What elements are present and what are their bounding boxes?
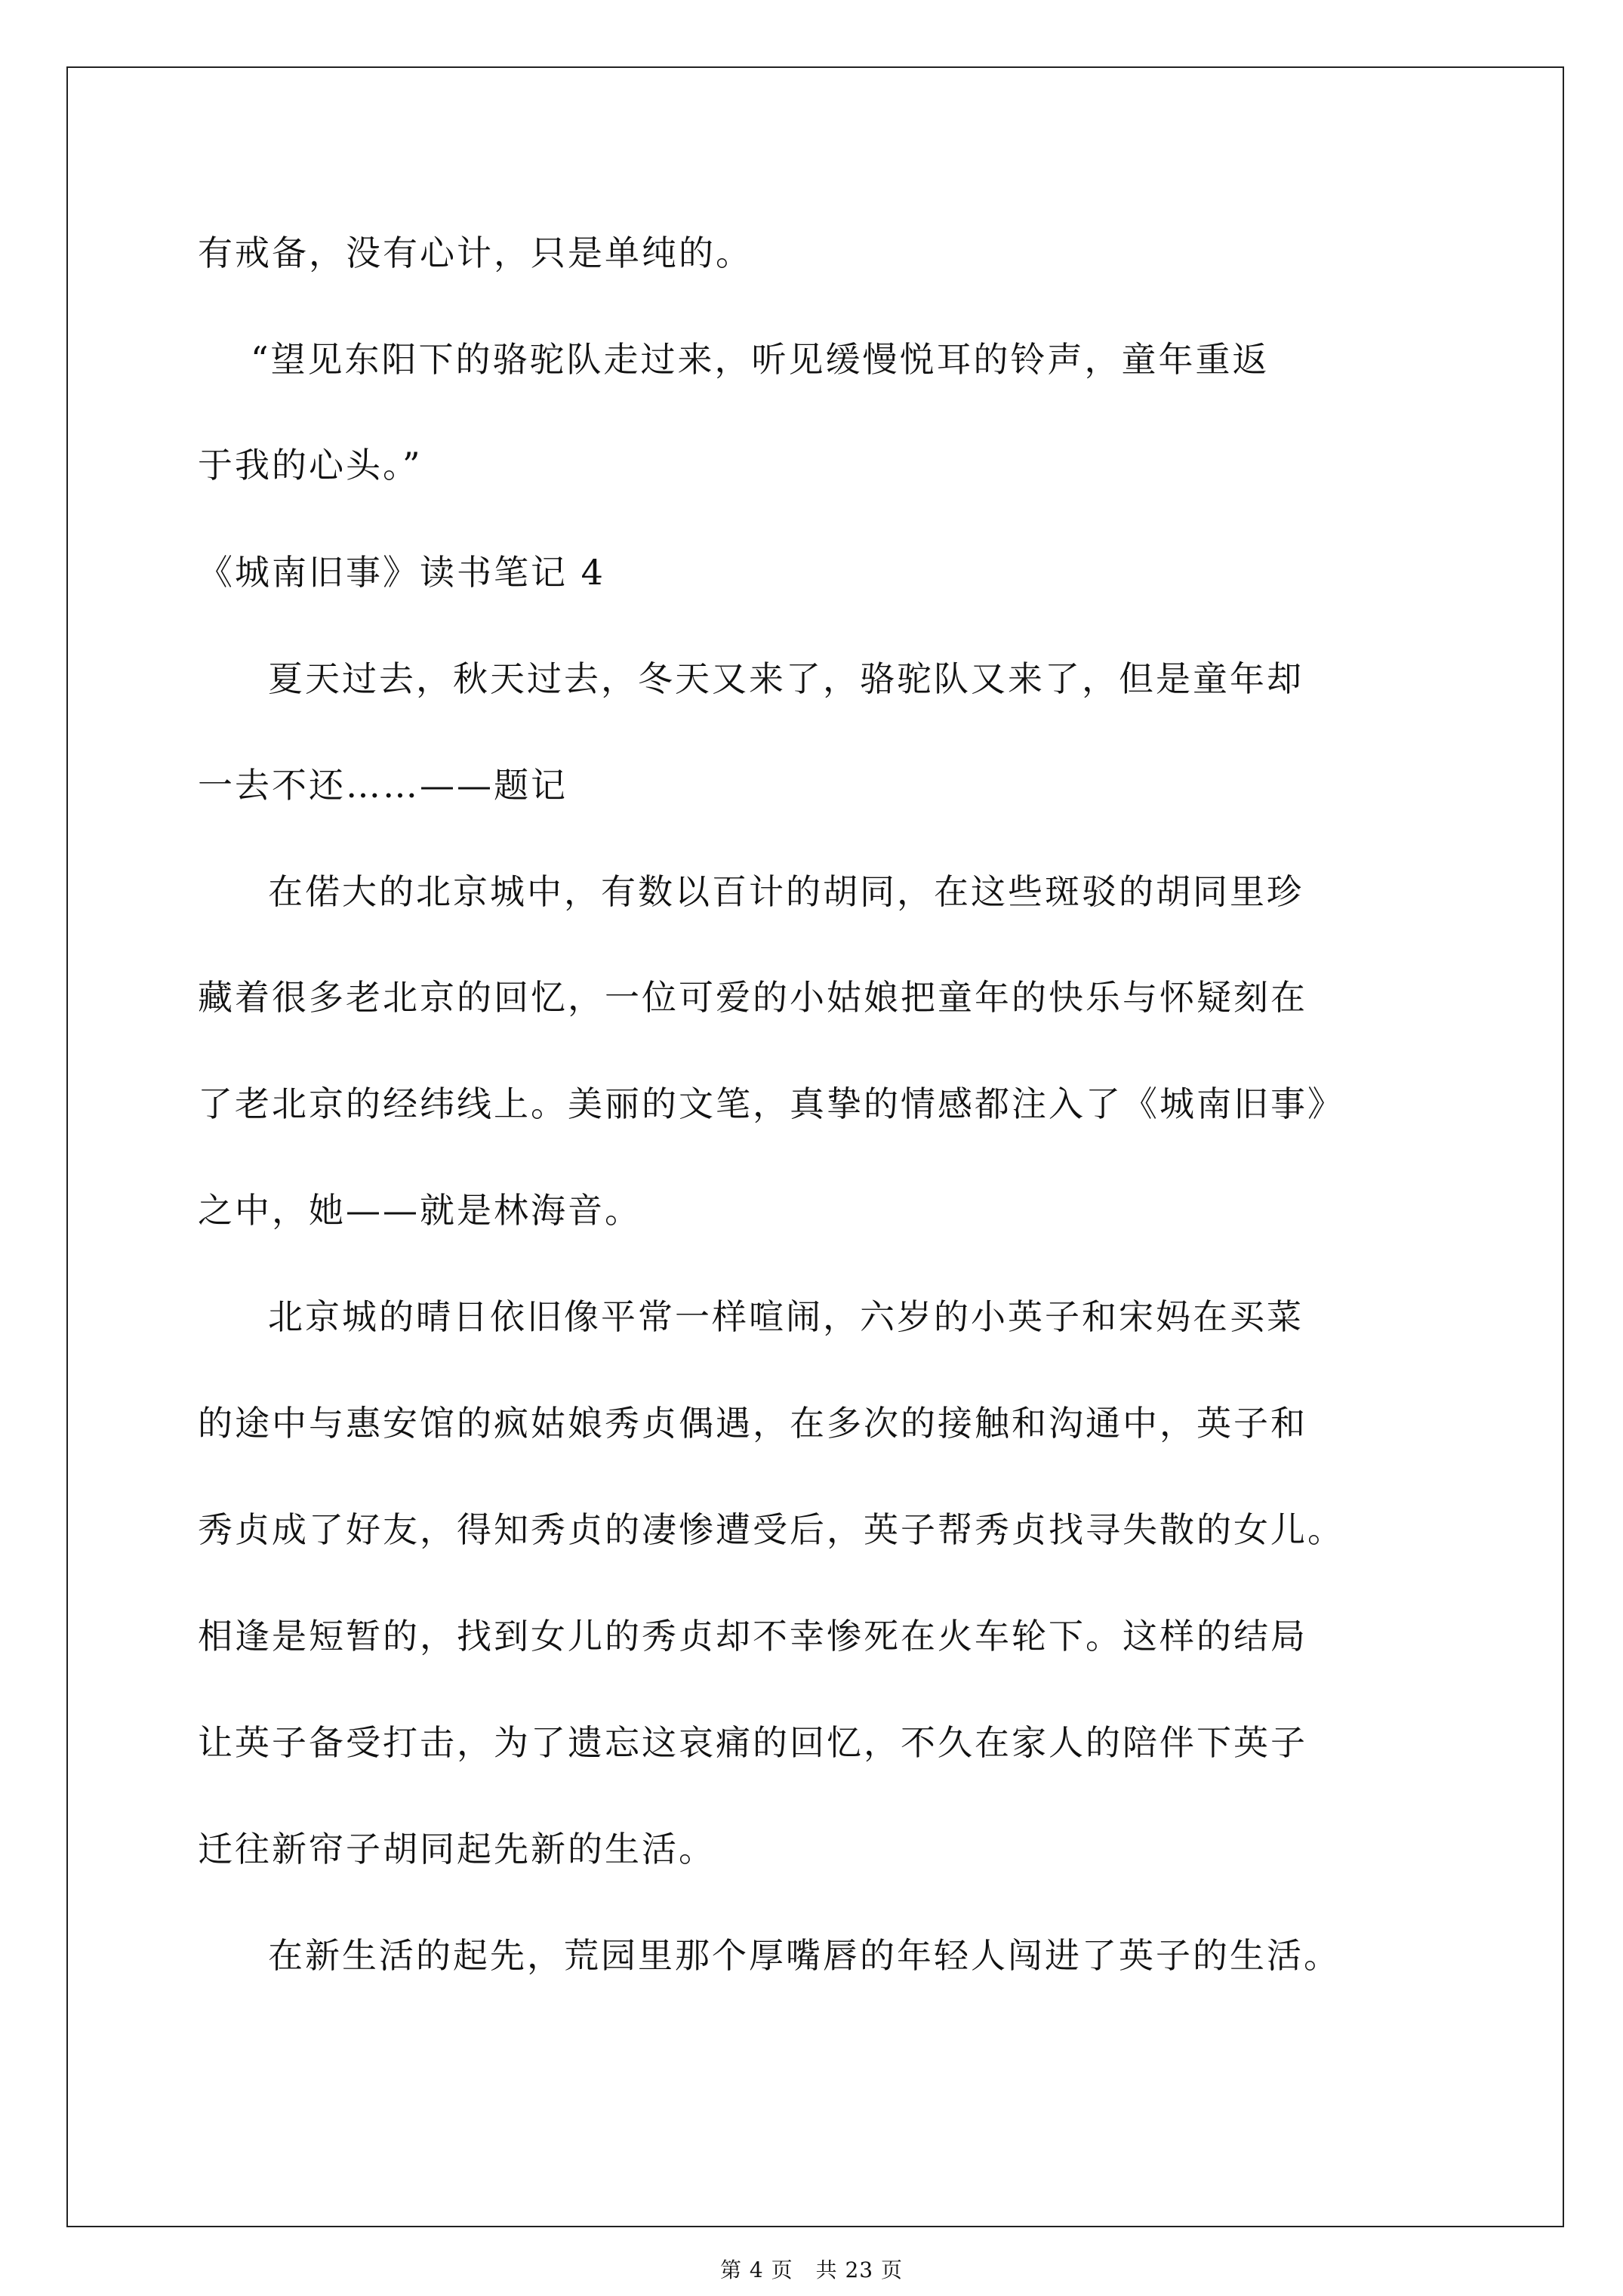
text-line-17: 在新生活的起先，荒园里那个厚嘴唇的年轻人闯进了英子的生活。 bbox=[268, 1935, 1341, 1976]
page-total: 共 23 页 bbox=[815, 2257, 904, 2282]
text-line-8: 藏着很多老北京的回忆，一位可爱的小姑娘把童年的快乐与怀疑刻在 bbox=[198, 977, 1307, 1018]
text-line-16: 迁往新帘子胡同起先新的生活。 bbox=[198, 1829, 716, 1869]
text-line-7: 在偌大的北京城中，有数以百计的胡同，在这些斑驳的胡同里珍 bbox=[268, 871, 1304, 912]
text-line-6: 一去不还……——题记 bbox=[198, 765, 568, 806]
text-line-9: 了老北京的经纬线上。美丽的文笔，真挚的情感都注入了《城南旧事》 bbox=[198, 1083, 1344, 1124]
text-line-10: 之中，她——就是林海音。 bbox=[198, 1190, 642, 1231]
text-line-1: 有戒备，没有心计，只是单纯的。 bbox=[198, 233, 753, 273]
section-heading: 《城南旧事》读书笔记 4 bbox=[198, 552, 605, 593]
text-line-11: 北京城的晴日依旧像平常一样喧闹，六岁的小英子和宋妈在买菜 bbox=[268, 1296, 1304, 1337]
text-line-12: 的途中与惠安馆的疯姑娘秀贞偶遇，在多次的接触和沟通中，英子和 bbox=[198, 1403, 1307, 1444]
text-line-3: 于我的心头。” bbox=[198, 445, 423, 485]
text-line-13: 秀贞成了好友，得知秀贞的凄惨遭受后，英子帮秀贞找寻失散的女儿。 bbox=[198, 1509, 1344, 1550]
text-line-15: 让英子备受打击，为了遗忘这哀痛的回忆，不久在家人的陪伴下英子 bbox=[198, 1722, 1307, 1763]
page-border bbox=[66, 66, 1564, 2227]
page-footer bbox=[0, 2257, 1623, 2282]
text-line-2: “望见东阳下的骆驼队走过来，听见缓慢悦耳的铃声，童年重返 bbox=[251, 339, 1270, 380]
page-number: 第 4 页 bbox=[719, 2257, 793, 2282]
text-line-5: 夏天过去，秋天过去，冬天又来了，骆驼队又来了，但是童年却 bbox=[268, 658, 1304, 699]
text-line-14: 相逢是短暂的，找到女儿的秀贞却不幸惨死在火车轮下。这样的结局 bbox=[198, 1616, 1307, 1657]
